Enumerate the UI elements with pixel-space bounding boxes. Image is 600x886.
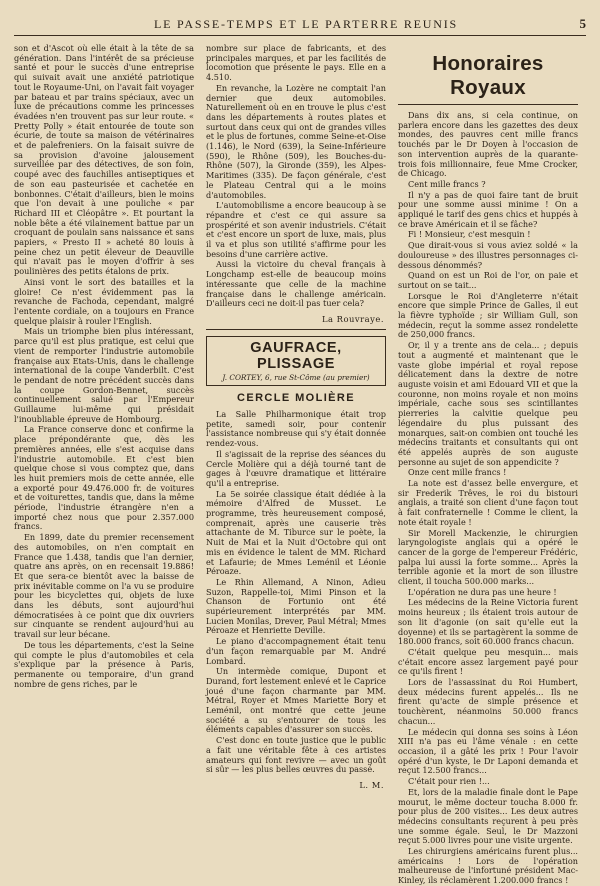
article-paragraph: L'opération ne dura pas une heure ! (408, 586, 557, 597)
column-1 (14, 44, 194, 824)
article-headline: Honoraires Royaux (432, 52, 544, 99)
divider (206, 329, 386, 330)
article-paragraph: En revanche, la Lozère ne comptait l'an dernier que deux automobiles. Naturellement où en en trouve le plus c'est dans les départements à routes plates et surtout dans ceux qui ont de grandes villes et le plus de fortunes, comme Seine-et-Oise (1.146), le Nord (639), la Seine-Inférieure (590), le Rhône (509), les Bouches-du-Rhône (507), la Gironde (359), les Alpes-Maritimes (335). De façon générale, c'est le Plateau Central qui a le moins d'automobiles. (206, 82, 386, 200)
section-title: CERCLE MOLIÈRE (237, 391, 355, 404)
advertisement-box (206, 336, 386, 386)
article-paragraph: De tous les départements, c'est la Seine qui compte le plus d'automobiles et cela s'explique par la présence à Paris, permanente ou temporaire, d'un grand nombre de gens riches, par le (14, 639, 194, 689)
article-paragraph: Que dirait-vous si vous aviez soldé « la douloureuse » des illustres personnages ci-dessous dénommés? (398, 240, 578, 270)
article-paragraph: La 5e soirée classique était dédiée à la mémoire d'Alfred de Musset. Le programme, très heureusement composé, comprenait, après une causerie très attachante de M. Tiburce sur le poète, la Nuit de Mai et la Nuit d'Octobre qui ont mis en évidence le talent de MM. Richard et Lafaurie; de Mmes Leménil et Léonie Péroaze. (206, 488, 386, 577)
article-paragraph: Les chirurgiens américains furent plus... américains ! Lors de l'opération malheureuse de l'infortuné président Mac-Kinley, ils réclamèrent 1.200.000 francs ! (398, 846, 578, 886)
article-paragraph: Le Rhin Allemand, A Ninon, Adieu Suzon, Rappelle-toi, Mimi Pinson et la Chanson de Fortunio ont été supérieurement interprétés par MM. Lucien Monilas, Drever, Paul Métral; Mmes Péroaze et Henriette Deville. (206, 576, 386, 636)
article-paragraph: La France conserve donc et confirme la place prépondérante que, dès les premières années, elle s'est acquise dans l'industrie automobile. Et c'est bien quelque chose si vous comptez que, dans les huit premiers mois de cette année, elle a exporté pour 49.476.000 fr. de voitures et de voiturettes, tandis que, dans la même période, l'industrie étrangère n'en a importé chez nous que pour 2.357.000 francs. (14, 424, 194, 532)
ad-address: J. CORTEY, 6, rue St-Côme (au premier) (222, 372, 370, 382)
article-paragraph: La Salle Philharmonique était trop petite, samedi soir, pour contenir l'assistance nombreuse qui s'y était donnée rendez-vous. (206, 408, 386, 449)
page-number: 5 (579, 16, 586, 31)
article-paragraph: Cent mille francs ? (408, 178, 486, 189)
article-paragraph: Aussi la victoire du cheval français à Longchamp est-elle de beaucoup moins intéressante que celle de la machine française dans le challenge américain. D'ailleurs ceci ne doit-il pas tuer cela? (206, 259, 386, 309)
article-signature: L. M. (359, 780, 384, 790)
article-paragraph: Lorsque le Roi d'Angleterre n'était encore que simple Prince de Galles, il eut la fièvre typhoïde ; sir William Gull, son médecin, reçut la somme assez rondelette de 250,000 francs. (398, 290, 578, 340)
article-signature: La Rouvraye. (321, 313, 384, 324)
article-paragraph: Et, lors de la maladie finale dont le Pape mourut, le même docteur toucha 8.000 fr. pour plus de 200 visites... Les deux autres médecins consultants reçurent à peu près une somme égale. Seul, le Dr Mazzoni reçut 5.000 livres pour une visite urgente. (398, 786, 578, 846)
article-paragraph: Mais un triomphe bien plus intéressant, parce qu'il est plus pratique, est celui que vient de remporter l'industrie automobile française aux Etats-Unis, dans le challenge international de la coupe Vanderbilt. C'est le pendant de notre précédent succès dans la coupe Gordon-Bennet, succès continuellement salué par l'Empereur Guillaume lui-même qui présidait l'inoubliable épreuve de Hombourg. (14, 326, 194, 424)
column-3 (398, 44, 578, 886)
article-paragraph: Le piano d'accompagnement était tenu d'un façon remarquable par M. André Lombard. (206, 636, 386, 666)
article-paragraph: son et d'Ascot où elle était à la tête de sa génération. Dans l'intérêt de sa précieuse santé et pour le succès d'une entreprise qui suivait avait une anxiété patriotique tout le Royaume-Uni, on l'avait fait voyager par bateau et par trains spéciaux, avec un luxe de précautions comme les princesses évadées n'en trouvent pas sur leur route. « Pretty Polly » était entourée de toute son écurie, de toute sa maison de vétérinaires et de palefreniers. On la faisait suivre de sa provision d'avoine jalousement surveillée par des détectives, de son foin, coupé avec des fauchilles antiseptiques et de son eau pasteurisée et cachetée en bonbonnes. C'était d'ailleurs, bien le moins que l'on devait à une pouliche « par Richard III et Cléopâtre ». Et pourtant la noble bête a été vilainement battue par un croquant de poulain sans naissance et sans papiers, « Presto II » acheté 80 louis à peine chez un petit éleveur de Deauville qui n'avait pas le moyen d'offrir à ses poulinières des petits étalons de prix. (14, 43, 194, 277)
article-paragraph: Lors de l'assassinat du Roi Humbert, deux médecins furent appelés... Ils ne firent qu'acte de simple présence et touchèrent, néanmoins 50.000 francs chacun... (398, 677, 578, 726)
article-paragraph: C'est donc en toute justice que le public a fait une véritable fête à ces artistes amateurs qui font revivre — avec un goût si sûr — les plus belles œuvres du passé. (206, 735, 386, 775)
article-paragraph: C'était quelque peu mesquin... mais c'était encore assez largement payé pour ce qu'ils firent ! (398, 646, 578, 677)
article-paragraph: Onze cent mille francs ! (408, 467, 507, 478)
page-header (14, 14, 586, 36)
article-paragraph: Ainsi vont le sort des batailles et la gloire! Ce n'est évidemment pas la revanche de Fachoda, cependant, malgré l'entente cordiale, on a toujours en France quelque plaisir à rouler l'English. (14, 276, 194, 326)
article-paragraph: C'était pour rien !... (408, 776, 490, 787)
divider (398, 104, 578, 105)
article-paragraph: Il s'agissait de la reprise des séances du Cercle Molière qui a déjà tourné tant de gages à l'œuvre dramatique et littéraire qu'il a entreprise. (206, 448, 386, 488)
article-paragraph: Il n'y a pas de quoi faire tant de bruit pour une somme aussi minime ! On a appliqué le tarif des gens chics et huppés à ce brave Américain et il se fâche? (398, 189, 578, 229)
article-paragraph: En 1899, date du premier recensement des automobiles, on n'en comptait en France que 1.438, tandis que l'an dernier, quatre ans après, on en recensait 19.886! Et que sera-ce bientôt avec la baisse de prix inévitable comme on l'a vu se produire pour les bicyclettes qui, objets de luxe dans les débuts, sont aujourd'hui démocratisées à ce point que dix ouvriers sur cinquante se rendent aujourd'hui au travail sur leur bécane. (14, 532, 194, 640)
column-2 (206, 44, 386, 824)
article-paragraph: Or, il y a trente ans de cela... ; depuis tout a augmenté et maintenant que le vaste globe impérial et royal repose délicatement dans la dextre de notre auguste voisin et ami Edouard VII et que la couronne, non moins royale et non moins impériale, cache sous ses scintillantes pierreries la calvitie quelque peu légendaire du plus puissant des monarques, sait-on combien ont touché les médecins traitants et consultants qui ont été appelés auprès de son auguste personne au sujet de son appendicite ? (398, 340, 578, 467)
article-paragraph: L'automobilisme a encore beaucoup à se répandre et c'est ce qui assure sa prospérité et son avenir industriels. C'était et c'est encore un sport de luxe, mais, plus il va et plus son utilité s'affirme pour les besoins d'une carrière active. (206, 200, 386, 259)
publication-title: LE PASSE-TEMPS ET LE PARTERRE REUNIS (154, 17, 459, 31)
article-paragraph: La note est d'assez belle envergure, et sir Frederik Trêves, le roi du bistouri anglais, a traité son client d'une façon tout à fait confraternelle ! Comme le client, la note était royale ! (398, 478, 578, 527)
article-paragraph: Les médecins de la Reine Victoria furent moins heureux ; ils étaient trois autour de son lit d'agonie (on sait qu'elle eut la doyenne) et ils se partagèrent la somme de 180.000 francs, soit 60.000 francs chacun. (398, 597, 578, 647)
article-paragraph: Fi ! Monsieur, c'est mesquin ! (408, 229, 531, 240)
article-paragraph: Sir Morell Mackenzie, le chirurgien laryngologiste anglais qui a opéré le cancer de la gorge de l'empereur Frédéric, palpa lui aussi la forte somme... Après la terrible agonie et la mort de son illustre client, il toucha 500.000 marks... (398, 527, 578, 587)
article-paragraph: Un intermède comique, Dupont et Durand, fort lestement enlevé et le Caprice joué d'une façon charmante par MM. Métral, Royer et Mmes Mariette Bory et Leménil, ont montré que cette jeune société a su s'entourer de tous les éléments capables d'assurer son succès. (206, 666, 386, 735)
article-paragraph: Quand on est un Roi de l'or, on paie et surtout on se tait... (398, 270, 578, 290)
article-paragraph: Le médecin qui donna ses soins à Léon XIII n'a pas eu l'âme vénale : en cette occasion, il a gâté les prix ! Pour l'avoir opéré d'un kyste, le Dr Laponi demanda et reçut 12.500 francs... (398, 726, 578, 776)
article-paragraph: nombre sur place de fabricants, et des principales marques, et par les facilités de locomotion que présente le pays. Elle en a 4.510. (206, 43, 386, 83)
ad-name: GAUFRACE, PLISSAGE (250, 339, 342, 372)
article-columns (14, 43, 586, 886)
article-paragraph: Dans dix ans, si cela continue, on parlera encore dans les gazettes des deux mondes, des pauvres cent mille francs touchés par le Dr Doyen à l'occasion de son intervention auprès de la quarante-trois fois millionnaire, feue Mme Crocker, de Chicago. (398, 110, 578, 179)
